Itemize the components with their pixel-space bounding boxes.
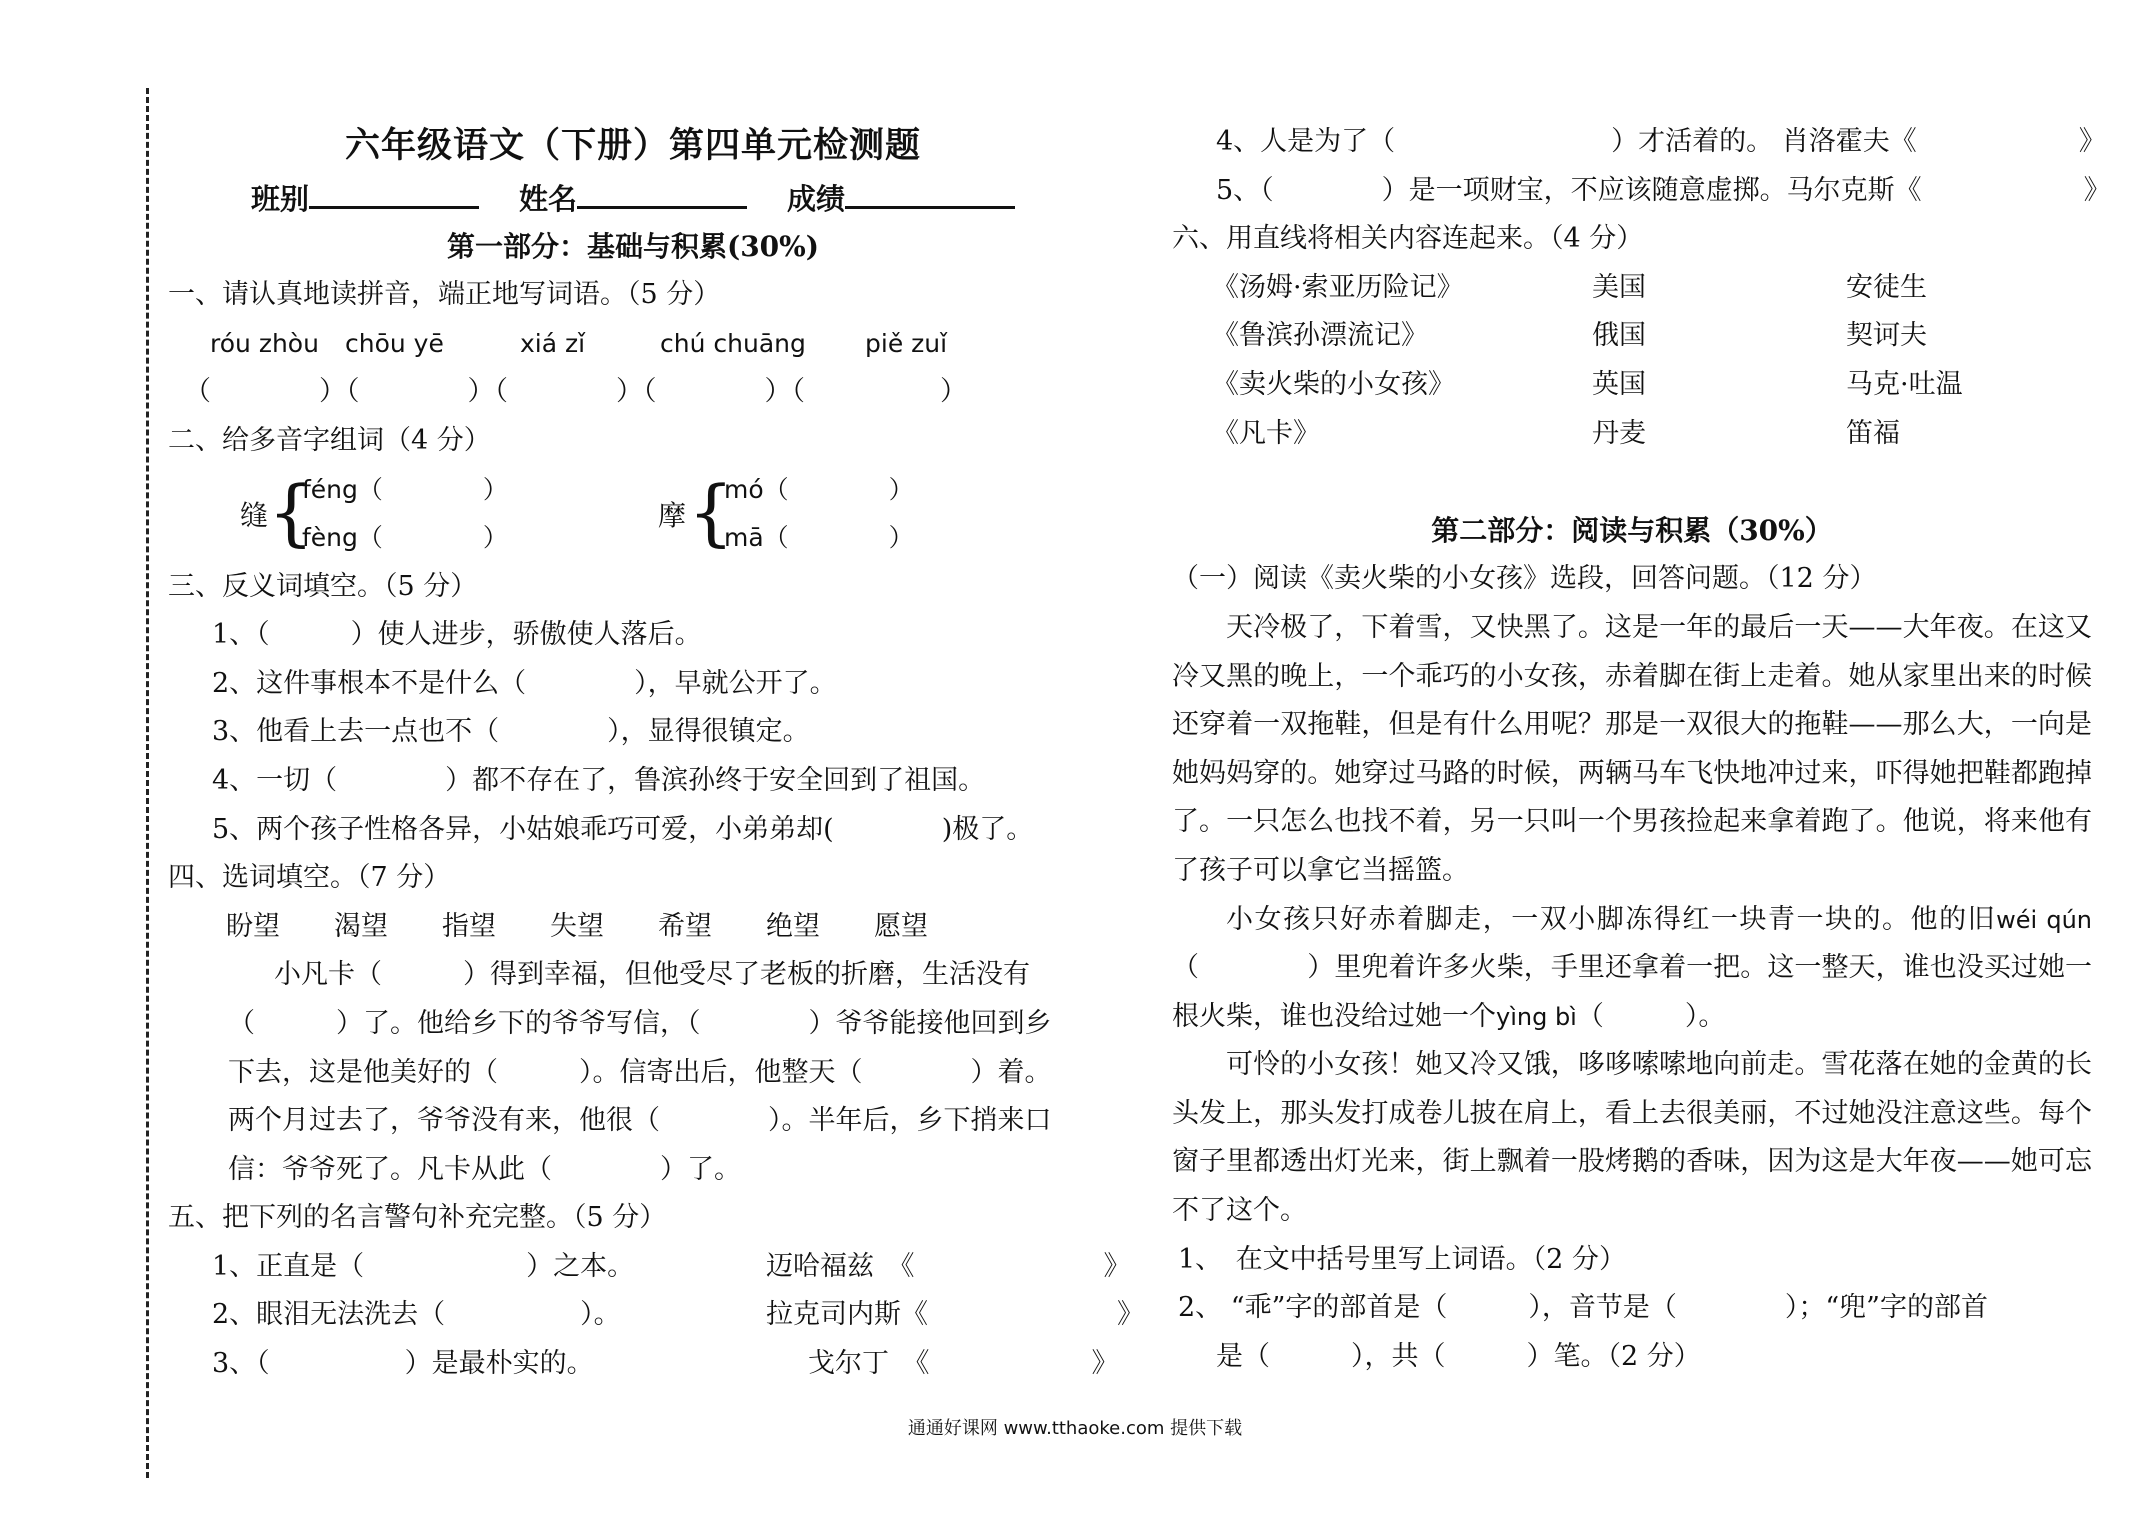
word-option: 盼望 xyxy=(226,910,280,942)
q5-heading: 五、把下列的名言警句补充完整。（5 分） xyxy=(168,1202,667,1234)
book-title[interactable]: 《汤姆·索亚历险记》 xyxy=(1212,271,1464,303)
q2-polyphone-groups xyxy=(168,466,1098,563)
word-option: 愿望 xyxy=(874,910,928,942)
part2-heading: 第二部分：阅读与积累（30%） xyxy=(1431,513,1833,547)
polyphone-reading[interactable]: fèng（ ） xyxy=(302,522,508,552)
exam-title: 六年级语文（下册）第四单元检测题 xyxy=(344,125,921,166)
q3-item[interactable]: 3、他看上去一点也不（ ），显得很镇定。 xyxy=(212,716,810,748)
author[interactable]: 契诃夫 xyxy=(1846,320,1927,352)
q3-item[interactable]: 2、这件事根本不是什么（ ），早就公开了。 xyxy=(212,667,837,699)
reading-paragraph xyxy=(1172,896,2092,1042)
country[interactable]: 丹麦 xyxy=(1592,417,1646,449)
reading-question[interactable]: 是（ ），共（ ）笔。（2 分） xyxy=(1216,1340,1701,1372)
name-label: 姓名 xyxy=(518,182,577,216)
word-option: 渴望 xyxy=(334,910,388,942)
q1-heading: 一、请认真地读拼音，端正地写词语。（5 分） xyxy=(168,279,721,311)
reading-paragraph: 天冷极了，下着雪，又快黑了。这是一年的最后一天——大年夜。在这又冷又黑的晚上，一个乖巧的小女孩，赤着脚在街上走着。她从家里出来的时候还穿着一双拖鞋，但是有什么用呢？那是一双很大的拖鞋——那么大，一向是她妈妈穿的。她穿过马路的时候，两辆马车飞快地冲过来，吓得她把鞋都跑掉了。一只怎么也找不着，另一只叫一个男孩捡起来拿着跑了。他说，将来他有了孩子可以拿它当摇篮。 xyxy=(1172,611,2092,886)
pinyin-item: róu zhòu xyxy=(210,328,319,358)
reading-text[interactable]: （ ）里兜着许多火柴，手里还拿着一把。这一整天，谁也没买过她一根火柴，谁也没给过她一个 xyxy=(1172,952,2092,1032)
book-title[interactable]: 《鲁滨孙漂流记》 xyxy=(1212,320,1428,352)
q4-passage-line[interactable]: 下去，这是他美好的（ ）。信寄出后，他整天（ ）着。 xyxy=(228,1056,1052,1088)
q4-word-bank xyxy=(168,903,1098,952)
reading-heading: （一）阅读《卖火柴的小女孩》选段，回答问题。（12 分） xyxy=(1172,563,1877,595)
quote-text[interactable]: 2、眼泪无法洗去（ ）。 xyxy=(212,1299,621,1331)
part1-heading: 第一部分：基础与积累(30%) xyxy=(446,229,820,263)
pinyin-item: piě zuǐ xyxy=(865,328,948,358)
reading-question[interactable]: 2、 “乖”字的部首是（ ），音节是（ ）；“兜”字的部首 xyxy=(1178,1292,1988,1324)
word-option: 指望 xyxy=(442,910,496,942)
pinyin-item: chú chuāng xyxy=(660,328,806,358)
country[interactable]: 美国 xyxy=(1592,271,1646,303)
reading-paragraph: 可怜的小女孩！她又冷又饿，哆哆嗦嗦地向前走。雪花落在她的金黄的长头发上，那头发打成卷儿披在肩上，看上去很美丽，不过她没注意这些。每个窗子里都透出灯光来，街上飘着一股烤鹅的香味，因为这是大年夜——她可忘不了这个。 xyxy=(1172,1049,2092,1227)
pinyin-item: xiá zǐ xyxy=(520,328,586,358)
score-field[interactable] xyxy=(845,174,1015,209)
book-title[interactable]: 《卖火柴的小女孩》 xyxy=(1212,368,1455,400)
q5-item xyxy=(168,1291,1144,1340)
quote-text[interactable]: 3、（ ）是最朴实的。 xyxy=(212,1348,594,1380)
author[interactable]: 马克·吐温 xyxy=(1846,368,1963,400)
brace-icon: { xyxy=(688,469,734,554)
q5-item xyxy=(168,1243,1131,1292)
word-option: 失望 xyxy=(550,910,604,942)
spacer xyxy=(1172,458,2092,507)
name-field[interactable] xyxy=(577,174,747,209)
pinyin-item: chōu yē xyxy=(345,328,444,358)
q4-heading: 四、选词填空。（7 分） xyxy=(168,862,451,894)
class-field[interactable] xyxy=(309,174,479,209)
q3-heading: 三、反义词填空。（5 分） xyxy=(168,570,478,602)
polyphone-char: 摩 xyxy=(658,498,687,532)
quote-text[interactable]: 1、正直是（ ）之本。 xyxy=(212,1250,635,1282)
reading-question[interactable]: 1、 在文中括号里写上词语。（2 分） xyxy=(1178,1243,1626,1275)
pinyin-prompt: wéi qún xyxy=(1996,905,2092,934)
q4-passage-line[interactable]: 两个月过去了，爷爷没有来，他很（ ）。半年后，乡下捎来口 xyxy=(228,1105,1052,1137)
q6-heading: 六、用直线将相关内容连起来。（4 分） xyxy=(1172,223,1644,255)
q6-match-row xyxy=(1172,410,2092,459)
q6-match-row xyxy=(1172,312,2092,361)
q1-answer-blanks[interactable]: （ ）（ ）（ ）（ ）（ ） xyxy=(184,376,967,408)
quote-author[interactable]: 迈哈福兹 《 》 xyxy=(766,1250,1131,1282)
q4-passage-line[interactable]: 信：爷爷死了。凡卡从此（ ）了。 xyxy=(228,1153,741,1185)
word-option: 绝望 xyxy=(766,910,820,942)
reading-text: 小女孩只好赤着脚走，一双小脚冻得红一块青一块的。他的旧 xyxy=(1226,903,1997,935)
brace-icon: { xyxy=(268,469,314,554)
author[interactable]: 笛福 xyxy=(1846,417,1900,449)
q3-item[interactable]: 4、一切（ ）都不存在了，鲁滨孙终于安全回到了祖国。 xyxy=(212,764,986,796)
book-title[interactable]: 《凡卡》 xyxy=(1212,417,1320,449)
polyphone-char: 缝 xyxy=(240,498,269,532)
right-column xyxy=(1172,118,2111,1381)
q4-passage-line[interactable]: 小凡卡（ ）得到幸福，但他受尽了老板的折磨，生活没有 xyxy=(220,959,1030,991)
reading-text[interactable]: （ ）。 xyxy=(1576,1000,1726,1032)
q2-heading: 二、给多音字组词（4 分） xyxy=(168,424,491,456)
student-info xyxy=(168,174,1098,223)
score-label: 成绩 xyxy=(787,182,846,216)
left-column xyxy=(168,118,1144,1389)
polyphone-reading[interactable]: mó（ ） xyxy=(724,474,914,504)
country[interactable]: 俄国 xyxy=(1592,320,1646,352)
polyphone-reading[interactable]: mā（ ） xyxy=(724,522,914,552)
author[interactable]: 安徒生 xyxy=(1846,271,1927,303)
q5-item xyxy=(168,1340,1119,1389)
class-label: 班别 xyxy=(250,182,309,216)
polyphone-reading[interactable]: féng（ ） xyxy=(302,474,508,504)
footer-credit: 通通好课网 www.tthaoke.com 提供下载 xyxy=(907,1418,1243,1439)
quote-author[interactable]: 拉克司内斯《 》 xyxy=(766,1299,1144,1331)
q4-passage-line[interactable]: （ ）了。他给乡下的爷爷写信，（ ）爷爷能接他回到乡 xyxy=(228,1007,1052,1039)
pinyin-prompt: yìng bì xyxy=(1496,1002,1577,1031)
quote-author[interactable]: 戈尔丁 《 》 xyxy=(808,1348,1119,1380)
word-option: 希望 xyxy=(658,910,712,942)
q5-item[interactable]: 4、人是为了（ ）才活着的。 肖洛霍夫《 》 xyxy=(1216,126,2106,157)
country[interactable]: 英国 xyxy=(1592,368,1646,400)
q3-item[interactable]: 1、（ ）使人进步，骄傲使人落后。 xyxy=(212,619,702,651)
q5-item[interactable]: 5、（ ）是一项财宝，不应该随意虚掷。马尔克斯《 》 xyxy=(1216,174,2111,206)
cutting-line xyxy=(146,88,149,1478)
q6-match-row xyxy=(1172,264,2092,313)
q6-match-row xyxy=(1172,361,2092,410)
q3-item[interactable]: 5、两个孩子性格各异，小姑娘乖巧可爱，小弟弟却( )极了。 xyxy=(212,813,1034,845)
q1-pinyin-row xyxy=(168,320,1098,369)
